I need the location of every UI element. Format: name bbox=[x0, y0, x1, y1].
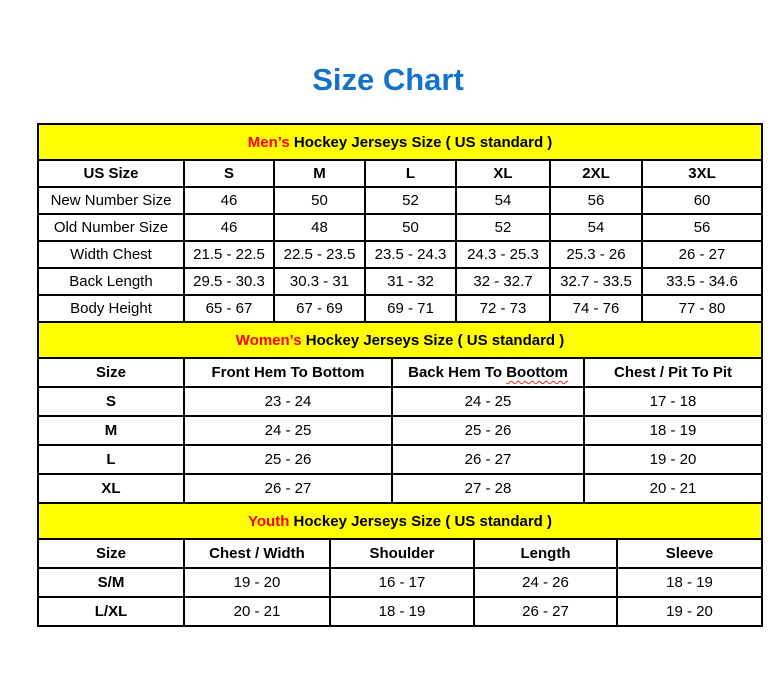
column-header-label: M bbox=[313, 165, 326, 182]
misspelled-word: Boottom bbox=[506, 364, 568, 381]
size-value: 56 bbox=[550, 187, 642, 214]
mens-header-row bbox=[38, 160, 762, 187]
row-label: L bbox=[38, 445, 184, 474]
column-header-label: 2XL bbox=[582, 165, 610, 182]
womens-banner-text: Hockey Jerseys Size ( US standard ) bbox=[301, 331, 565, 349]
size-value: 52 bbox=[456, 214, 550, 241]
column-header bbox=[38, 160, 184, 187]
size-value: 77 - 80 bbox=[642, 295, 762, 322]
size-value: 50 bbox=[365, 214, 456, 241]
size-value: 19 - 20 bbox=[584, 445, 762, 474]
table-row bbox=[38, 241, 762, 268]
size-value: 21.5 - 22.5 bbox=[184, 241, 274, 268]
size-value: 23.5 - 24.3 bbox=[365, 241, 456, 268]
row-label: S bbox=[38, 387, 184, 416]
size-value: 16 - 17 bbox=[330, 568, 474, 597]
column-header-label: Size bbox=[95, 364, 126, 381]
column-header-label: Sleeve bbox=[665, 545, 714, 562]
row-label: XL bbox=[38, 474, 184, 503]
size-value: 32.7 - 33.5 bbox=[550, 268, 642, 295]
size-value: 24 - 25 bbox=[184, 416, 392, 445]
youth-header-row bbox=[38, 539, 762, 568]
column-header bbox=[184, 160, 274, 187]
table-row bbox=[38, 568, 762, 597]
size-value: 25.3 - 26 bbox=[550, 241, 642, 268]
womens-header-row bbox=[38, 358, 762, 387]
table-row bbox=[38, 474, 762, 503]
size-value: 46 bbox=[184, 214, 274, 241]
row-label: L/XL bbox=[38, 597, 184, 626]
womens-banner-row bbox=[38, 322, 762, 358]
youth-size-table bbox=[37, 502, 763, 627]
size-value: 25 - 26 bbox=[184, 445, 392, 474]
table-row bbox=[38, 295, 762, 322]
youth-banner-highlight: Youth bbox=[248, 512, 290, 530]
size-value: 19 - 20 bbox=[184, 568, 330, 597]
size-value: 67 - 69 bbox=[274, 295, 365, 322]
column-header-label: Length bbox=[520, 545, 571, 562]
size-value: 22.5 - 23.5 bbox=[274, 241, 365, 268]
size-value: 27 - 28 bbox=[392, 474, 584, 503]
column-header bbox=[642, 160, 762, 187]
row-label: Back Length bbox=[38, 268, 184, 295]
size-value: 24 - 26 bbox=[474, 568, 617, 597]
table-row bbox=[38, 445, 762, 474]
column-header bbox=[38, 539, 184, 568]
table-row bbox=[38, 387, 762, 416]
column-header-label: Chest / Width bbox=[209, 545, 305, 562]
mens-banner bbox=[38, 124, 762, 160]
column-header bbox=[474, 539, 617, 568]
womens-banner-highlight: Women’s bbox=[235, 331, 302, 349]
size-value: 74 - 76 bbox=[550, 295, 642, 322]
column-header-label: Front Hem To Bottom bbox=[211, 364, 365, 381]
size-value: 24 - 25 bbox=[392, 387, 584, 416]
youth-banner-text: Hockey Jerseys Size ( US standard ) bbox=[289, 512, 552, 530]
size-value: 48 bbox=[274, 214, 365, 241]
column-header-label: Back Hem To bbox=[408, 364, 507, 381]
size-value: 69 - 71 bbox=[365, 295, 456, 322]
size-value: 25 - 26 bbox=[392, 416, 584, 445]
column-header-label: Shoulder bbox=[369, 545, 435, 562]
size-value: 29.5 - 30.3 bbox=[184, 268, 274, 295]
size-value: 18 - 19 bbox=[330, 597, 474, 626]
size-value: 24.3 - 25.3 bbox=[456, 241, 550, 268]
column-header bbox=[617, 539, 762, 568]
size-value: 65 - 67 bbox=[184, 295, 274, 322]
row-label: Body Height bbox=[38, 295, 184, 322]
mens-banner-highlight: Men’s bbox=[247, 133, 290, 151]
youth-banner-row bbox=[38, 503, 762, 539]
table-row bbox=[38, 597, 762, 626]
size-chart-tables bbox=[37, 123, 761, 627]
row-label: S/M bbox=[38, 568, 184, 597]
size-value: 23 - 24 bbox=[184, 387, 392, 416]
table-row bbox=[38, 214, 762, 241]
row-label: New Number Size bbox=[38, 187, 184, 214]
size-value: 26 - 27 bbox=[642, 241, 762, 268]
size-value: 20 - 21 bbox=[184, 597, 330, 626]
column-header-label: 3XL bbox=[688, 165, 716, 182]
column-header bbox=[365, 160, 456, 187]
size-value: 26 - 27 bbox=[184, 474, 392, 503]
column-header bbox=[184, 358, 392, 387]
column-header bbox=[550, 160, 642, 187]
mens-size-table bbox=[37, 123, 763, 323]
column-header bbox=[584, 358, 762, 387]
row-label: Old Number Size bbox=[38, 214, 184, 241]
womens-banner bbox=[38, 322, 762, 358]
table-row bbox=[38, 268, 762, 295]
size-value: 30.3 - 31 bbox=[274, 268, 365, 295]
size-value: 52 bbox=[365, 187, 456, 214]
size-value: 32 - 32.7 bbox=[456, 268, 550, 295]
column-header bbox=[38, 358, 184, 387]
mens-banner-row bbox=[38, 124, 762, 160]
size-value: 17 - 18 bbox=[584, 387, 762, 416]
column-header bbox=[274, 160, 365, 187]
mens-banner-text: Hockey Jerseys Size ( US standard ) bbox=[289, 133, 553, 151]
column-header-label: S bbox=[223, 165, 234, 182]
page-title: Size Chart bbox=[312, 62, 464, 97]
column-header-label: Size bbox=[95, 545, 126, 562]
column-header bbox=[392, 358, 584, 387]
womens-size-table bbox=[37, 321, 763, 504]
size-value: 26 - 27 bbox=[474, 597, 617, 626]
size-value: 54 bbox=[456, 187, 550, 214]
size-value: 33.5 - 34.6 bbox=[642, 268, 762, 295]
size-value: 72 - 73 bbox=[456, 295, 550, 322]
table-row bbox=[38, 187, 762, 214]
column-header bbox=[330, 539, 474, 568]
size-value: 19 - 20 bbox=[617, 597, 762, 626]
column-header-label: Chest / Pit To Pit bbox=[613, 364, 733, 381]
size-value: 56 bbox=[642, 214, 762, 241]
table-row bbox=[38, 416, 762, 445]
column-header bbox=[456, 160, 550, 187]
column-header-label: L bbox=[405, 165, 416, 182]
size-value: 60 bbox=[642, 187, 762, 214]
column-header bbox=[184, 539, 330, 568]
column-header-label: US Size bbox=[83, 165, 139, 182]
size-value: 46 bbox=[184, 187, 274, 214]
youth-banner bbox=[38, 503, 762, 539]
size-value: 20 - 21 bbox=[584, 474, 762, 503]
size-value: 18 - 19 bbox=[584, 416, 762, 445]
size-value: 50 bbox=[274, 187, 365, 214]
size-value: 31 - 32 bbox=[365, 268, 456, 295]
row-label: M bbox=[38, 416, 184, 445]
row-label: Width Chest bbox=[38, 241, 184, 268]
column-header-label: XL bbox=[493, 165, 513, 182]
size-value: 18 - 19 bbox=[617, 568, 762, 597]
size-value: 26 - 27 bbox=[392, 445, 584, 474]
size-value: 54 bbox=[550, 214, 642, 241]
